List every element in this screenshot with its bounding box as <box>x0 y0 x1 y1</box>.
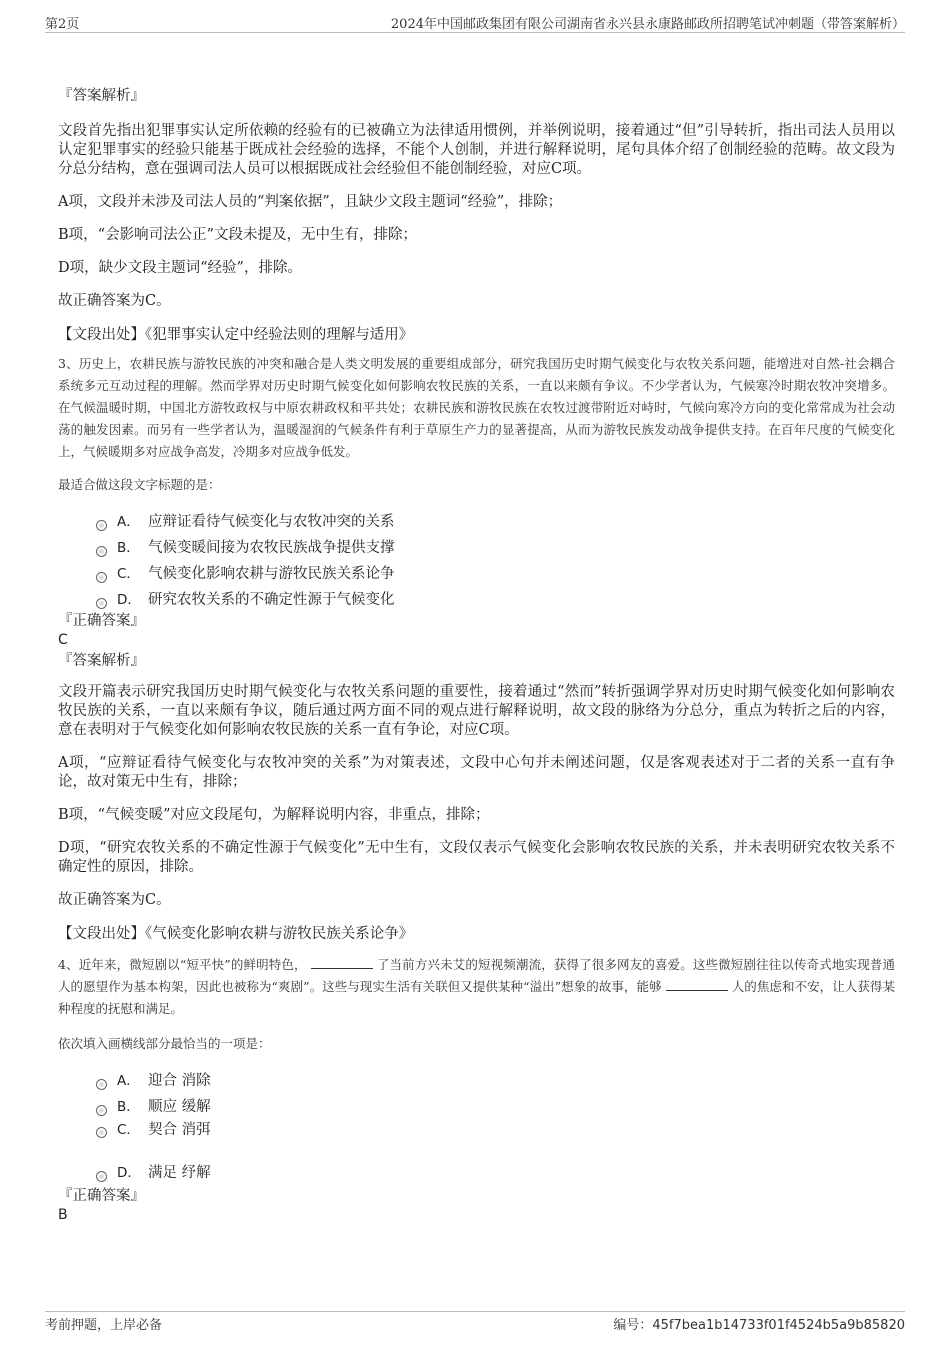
q3-question: 最适合做这段文字标题的是： <box>58 477 221 492</box>
option-text: 应辩证看待气候变化与农牧冲突的关系 <box>148 514 395 530</box>
radio-icon[interactable] <box>96 1079 107 1090</box>
option-letter: C． <box>117 566 140 582</box>
option-letter: A． <box>117 1073 140 1089</box>
q2-option-b-note: B项，“会影响司法公正”文段未提及，无中生有，排除； <box>58 227 417 243</box>
option-letter: B． <box>117 540 140 556</box>
q3-option-d-note: D项，“研究农牧关系的不确定性源于气候变化”无中生有，文段仅表示气候变化会影响农牧民族的关系，并未表明研究农牧关系不确定性的原因，排除。 <box>58 840 895 875</box>
option-letter: D． <box>117 592 141 608</box>
option-text: 顺应 缓解 <box>148 1099 211 1115</box>
page-number: 第2页 <box>45 17 80 32</box>
q4-correct-value: B <box>58 1207 68 1223</box>
q3-stem: 3、历史上，农耕民族与游牧民族的冲突和融合是人类文明发展的重要组成部分，研究我国历史时期气候变化与农牧关系问题，能增进对自然-社会耦合系统多元互动过程的理解。然而学界对历史时期气候变化如何影响农牧民族的关系，一直以来颇有争议。不少学者认为，气候寒冷时期农牧冲突增多。在气候温暖时期，中国北方游牧政权与中原农耕政权和平共处；农耕民族和游牧民族在农牧过渡带附近对峙时，气候向寒冷方向的变化常常成为社会动荡的触发因素。而另有一些学者认为，温暖湿润的气候条件有利于草原生产力的显著提高，从而为游牧民族发动战争提供支持。在百年尺度的气候变化上，气候暖期多对应战争高发，冷期多对应战争低发。 <box>58 356 895 459</box>
option-letter: A． <box>117 514 140 530</box>
q2-analysis-paragraph: 文段首先指出犯罪事实认定所依赖的经验有的已被确立为法律适用惯例，并举例说明，接着通过“但”引导转折，指出司法人员用以认定犯罪事实的经验只能基于既成社会经验的选择，不能个人创制，并进行解释说明，尾句具体介绍了创制经验的范畴。故文段为分总分结构，意在强调司法人员可以根据既成社会经验但不能创制经验，对应C项。 <box>58 123 895 177</box>
q4-blank-2 <box>666 978 728 991</box>
radio-icon[interactable] <box>96 520 107 531</box>
radio-icon[interactable] <box>96 1171 107 1182</box>
radio-icon[interactable] <box>96 598 107 609</box>
option-text: 迎合 消除 <box>148 1073 211 1089</box>
q4-stem-part1: 4、近年来，微短剧以“短平快”的鲜明特色， <box>58 957 307 972</box>
footer-code-label: 编号： <box>613 1318 653 1333</box>
page-header <box>45 10 905 33</box>
q3-conclusion: 故正确答案为C。 <box>58 892 171 908</box>
main-content <box>58 86 895 1224</box>
q2-option-d-note: D项，缺少文段主题词“经验”，排除。 <box>58 260 302 276</box>
q3-analysis-paragraph: 文段开篇表示研究我国历史时期气候变化与农牧关系问题的重要性，接着通过“然而”转折强调学界对历史时期气候变化如何影响农牧民族的关系，一直以来颇有争议，随后通过两方面不同的观点进行解释说明，故文段的脉络为分总分，重点为转折之后的内容，意在表明对于气候变化如何影响农牧民族的关系一直有争论，对应C项。 <box>58 684 895 738</box>
q3-source: 【文段出处】《气候变化影响农耕与游牧民族关系论争》 <box>58 926 414 942</box>
footer-code-value: 45f7bea1b14733f01f4524b5a9b85820 <box>652 1318 905 1333</box>
q4-option-d[interactable] <box>96 1160 895 1186</box>
q3-analysis-label: 『答案解析』 <box>58 653 145 669</box>
option-text: 满足 纾解 <box>148 1165 211 1181</box>
q4-options <box>96 1068 895 1186</box>
document-title: 2024年中国邮政集团有限公司湖南省永兴县永康路邮政所招聘笔试冲刺题（带答案解析） <box>390 17 905 32</box>
q4-question: 依次填入画横线部分最恰当的一项是： <box>58 1036 271 1051</box>
radio-icon[interactable] <box>96 1127 107 1138</box>
option-text: 研究农牧关系的不确定性源于气候变化 <box>148 592 395 608</box>
radio-icon[interactable] <box>96 1105 107 1116</box>
q4-option-c[interactable] <box>96 1120 895 1160</box>
q3-correct-label: 『正确答案』 <box>58 613 145 629</box>
q4-stem <box>58 954 895 1020</box>
footer-code <box>613 1314 905 1333</box>
radio-icon[interactable] <box>96 572 107 583</box>
q3-options <box>96 509 895 613</box>
q3-option-a-note: A项，“应辩证看待气候变化与农牧冲突的关系”为对策表述，文段中心句并未阐述问题，仅是客观表述对于二者的关系一直有争论，故对策无中生有，排除； <box>58 755 895 790</box>
q3-option-a[interactable] <box>96 509 895 535</box>
q3-option-c[interactable] <box>96 561 895 587</box>
radio-icon[interactable] <box>96 546 107 557</box>
option-text: 气候变暖间接为农牧民族战争提供支撑 <box>148 540 395 556</box>
q2-source: 【文段出处】《犯罪事实认定中经验法则的理解与适用》 <box>58 327 414 343</box>
q4-blank-1 <box>311 956 373 969</box>
q4-stem-part3: 人的焦虑和不安，让人获得某种程度的抚慰和满足。 <box>58 979 895 1016</box>
q4-stem-part2: 了当前方兴未艾的短视频潮流，获得了很多网友的喜爱。这些微短剧往往以传奇式地实现普通人的愿望作为基本构架，因此也被称为“爽剧”。这些与现实生活有关联但又提供某种“溢出”想象的故事，能够 <box>58 957 895 994</box>
q2-option-a-note: A项，文段并未涉及司法人员的“判案依据”，且缺少文段主题词“经验”，排除； <box>58 194 563 210</box>
option-text: 契合 消弭 <box>148 1122 211 1138</box>
option-letter: D． <box>117 1165 141 1181</box>
footer-slogan: 考前押题，上岸必备 <box>45 1318 163 1333</box>
q3-option-b[interactable] <box>96 535 895 561</box>
q2-conclusion: 故正确答案为C。 <box>58 293 171 309</box>
page-footer <box>45 1311 905 1333</box>
q4-option-b[interactable] <box>96 1094 895 1120</box>
q4-option-a[interactable] <box>96 1068 895 1094</box>
q2-analysis-label: 『答案解析』 <box>58 88 145 104</box>
option-letter: C． <box>117 1122 140 1138</box>
option-letter: B． <box>117 1099 140 1115</box>
option-text: 气候变化影响农耕与游牧民族关系论争 <box>148 566 395 582</box>
q4-correct-label: 『正确答案』 <box>58 1188 145 1204</box>
q3-correct-value: C <box>58 632 68 648</box>
q3-option-b-note: B项，“气候变暖”对应文段尾句，为解释说明内容，非重点，排除； <box>58 807 490 823</box>
q3-option-d[interactable] <box>96 587 895 613</box>
